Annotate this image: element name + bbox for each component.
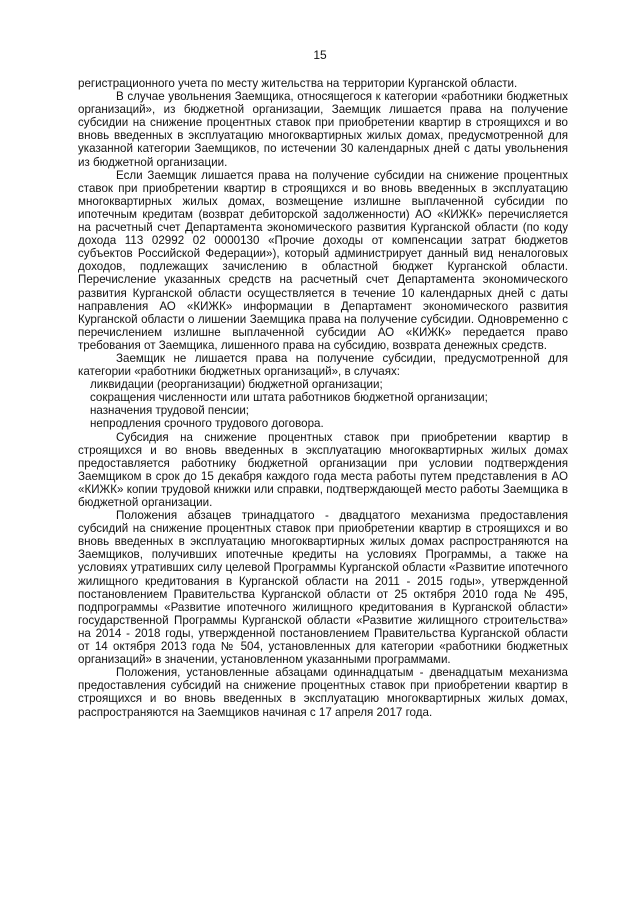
list-item-pension: назначения трудовой пенсии;: [90, 404, 250, 418]
paragraph-refund: Если Заемщик лишается права на получение субсидии на снижение процентных ставок при приобретении квартир в строящихся и во вновь введенных в эксплуатацию многоквартирных жилых домах, возмещение излишне выплаченной субсидии по ипотечным кредитам (возврат дебиторской задолженности) АО «КИЖК» перечисляется на расчетный счет Департамента экономического развития Курганской области (по коду дохода 113 02992 02 0000130 «Прочие доходы от компенсации затрат бюджетов субъектов Российской Федерации»), который администрирует данный вид неналоговых доходов, подлежащих зачислению в областной бюджет Курганской области. Перечисление указанных средств на расчетный счет Департамента экономического развития Курганской области осуществляется в течение 10 календарных дней с даты направления АО «КИЖК» информации в Департамент экономического развития Курганской области о лишении Заемщика права на получение субсидии. Одновременно с перечислением излишне выплаченной субсидии АО «КИЖК» передается право требования от Заемщика, лишенного права на субсидию, возврата денежных средств.: [78, 168, 568, 352]
paragraph-dismissal: В случае увольнения Заемщика, относящегося к категории «работники бюджетных организаций», из бюджетной организации, Заемщик лишается права на получение субсидии на снижение процентных ставок при приобретении квартир в строящихся и во вновь введенных в эксплуатацию многоквартирных жилых домах, предусмотренной для указанной категории Заемщиков, по истечении 30 календарных дней с даты увольнения из бюджетной организации.: [78, 90, 568, 169]
paragraph-exceptions-intro: Заемщик не лишается права на получение субсидии, предусмотренной для категории «работники бюджетных организаций», в случаях:: [78, 351, 568, 379]
list-item-liquidation: ликвидации (реорганизации) бюджетной организации;: [90, 378, 383, 392]
page-number: 15: [313, 48, 327, 62]
paragraph-continuation: регистрационного учета по месту жительства на территории Курганской области.: [78, 77, 518, 90]
paragraph-provisions-13-20: Положения абзацев тринадцатого - двадцатого механизма предоставления субсидий на снижение процентных ставок при приобретении квартир в строящихся и во вновь введенных в эксплуатацию многоквартирных жилых домах распространяются на Заемщиков, получивших ипотечные кредиты на условиях Программы, а также на условиях утративших силу целевой Программы Курганской области «Развитие ипотечного жилищного кредитования в Курганской области на 2011 - 2015 годы», утвержденной постановлением Правительства Курганской области от 25 октября 2010 года № 495, подпрограммы «Развитие ипотечного жилищного кредитования в Курганской области» государственной Программы Курганской области «Развитие жилищного строительства» на 2014 - 2018 годы, утвержденной постановлением Правительства Курганской области от 14 октября 2013 года № 504, установленных для категории «работники бюджетных организаций» в значении, установленном указанными программами.: [78, 509, 568, 667]
list-item-contract: непродления срочного трудового договора.: [90, 417, 324, 431]
list-item-staff-reduction: сокращения численности или штата работников бюджетной организации;: [90, 391, 488, 405]
paragraph-confirmation: Субсидия на снижение процентных ставок при приобретении квартир в строящихся и во вновь введенных в эксплуатацию многоквартирных жилых домах предоставляется работнику бюджетной организации при условии подтверждения Заемщиком в срок до 15 декабря каждого года места работы путем представления в АО «КИЖК» копии трудовой книжки или справки, подтверждающей место работы Заемщика в бюджетной организации.: [78, 430, 568, 509]
paragraph-provisions-11-12: Положения, установленные абзацами одиннадцатым - двенадцатым механизма предоставления субсидий на снижение процентных ставок при приобретении квартир в строящихся и во вновь введенных в эксплуатацию многоквартирных жилых домах, распространяются на Заемщиков начиная с 17 апреля 2017 года.: [78, 666, 568, 719]
document-body: [78, 77, 568, 719]
